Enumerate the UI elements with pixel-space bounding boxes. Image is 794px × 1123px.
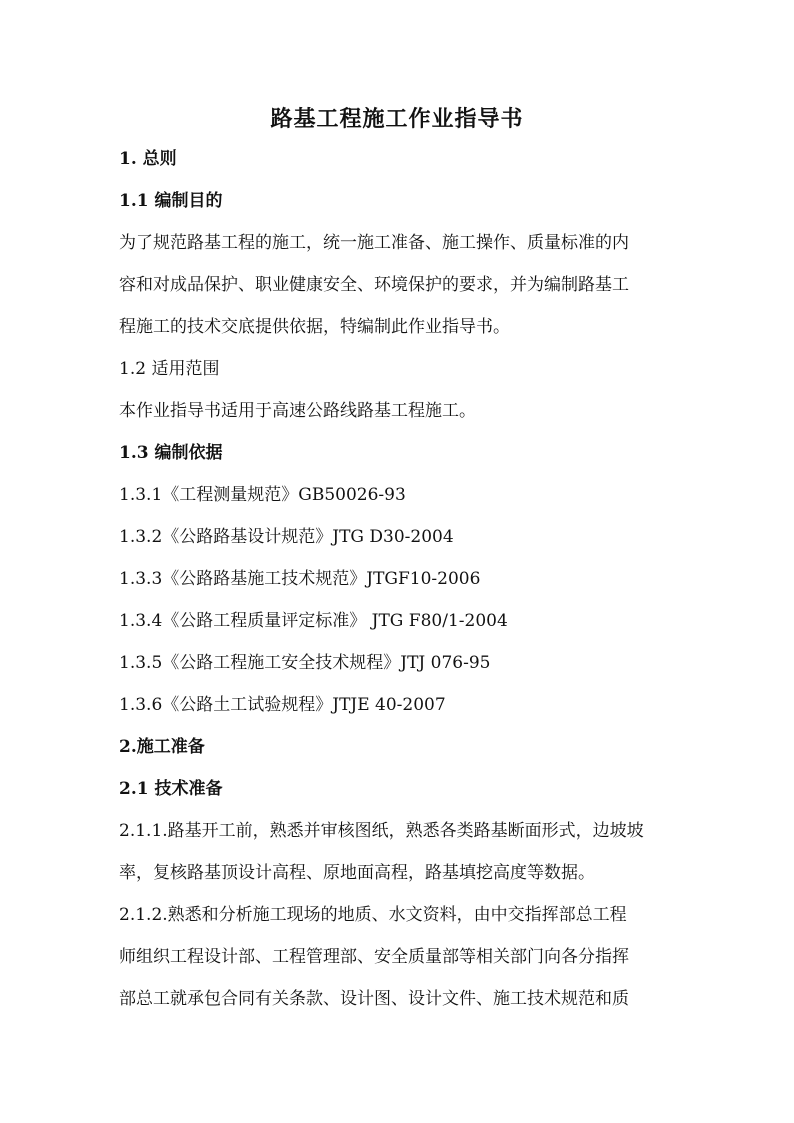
reference-item: 1.3.2《公路路基设计规范》JTG D30-2004 <box>119 527 454 547</box>
paragraph-line: 师组织工程设计部、工程管理部、安全质量部等相关部门向各分指挥 <box>119 947 629 967</box>
heading-2-preparation: 2.施工准备 <box>119 737 205 757</box>
paragraph-line: 2.1.1.路基开工前，熟悉并审核图纸，熟悉各类路基断面形式，边坡坡 <box>119 821 644 841</box>
paragraph-line: 程施工的技术交底提供依据，特编制此作业指导书。 <box>119 317 510 337</box>
paragraph-line: 2.1.2.熟悉和分析施工现场的地质、水文资料，由中交指挥部总工程 <box>119 905 627 925</box>
heading-1-general: 1. 总则 <box>119 149 177 169</box>
reference-item: 1.3.3《公路路基施工技术规范》JTGF10-2006 <box>119 569 481 589</box>
heading-2-1-technical: 2.1 技术准备 <box>119 779 223 799</box>
reference-item: 1.3.4《公路工程质量评定标准》 JTG F80/1-2004 <box>119 611 508 631</box>
reference-item: 1.3.1《工程测量规范》GB50026-93 <box>119 485 406 505</box>
heading-1-1-purpose: 1.1 编制目的 <box>119 191 223 211</box>
paragraph-line: 率，复核路基顶设计高程、原地面高程，路基填挖高度等数据。 <box>119 863 595 883</box>
heading-1-3-basis: 1.3 编制依据 <box>119 443 223 463</box>
paragraph-line: 本作业指导书适用于高速公路线路基工程施工。 <box>119 401 476 421</box>
reference-item: 1.3.5《公路工程施工安全技术规程》JTJ 076-95 <box>119 653 491 673</box>
document-title: 路基工程施工作业指导书 <box>270 106 524 132</box>
reference-item: 1.3.6《公路土工试验规程》JTJE 40-2007 <box>119 695 446 715</box>
paragraph-line: 为了规范路基工程的施工，统一施工准备、施工操作、质量标准的内 <box>119 233 629 253</box>
paragraph-line: 容和对成品保护、职业健康安全、环境保护的要求，并为编制路基工 <box>119 275 629 295</box>
paragraph-line: 部总工就承包合同有关条款、设计图、设计文件、施工技术规范和质 <box>119 989 629 1009</box>
heading-1-2-scope: 1.2 适用范围 <box>119 359 220 379</box>
